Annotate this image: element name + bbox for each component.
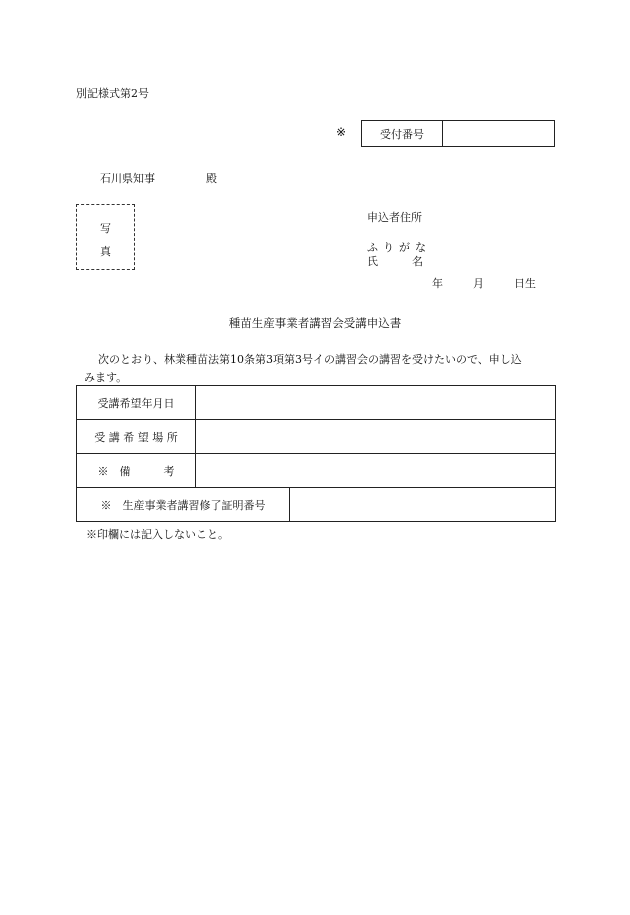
table-row [77,454,556,488]
remarks-field[interactable] [196,454,556,488]
footnote: ※印欄には記入しないこと。 [86,528,229,541]
row-label: 受 講 希 望 場 所 [77,420,196,454]
certificate-row [77,488,556,522]
certificate-label: ※ 生産事業者講習修了証明番号 [77,488,290,521]
addressee-name: 石川県知事 [100,172,155,185]
row-label: 受講希望年月日 [77,386,196,420]
applicant-address-label: 申込者住所 [367,211,422,224]
name-label-1: 氏 [367,255,378,268]
photo-box [76,204,135,270]
dob-month: 月 [473,277,484,290]
desired-date-field[interactable] [196,386,556,420]
body-text-line-2: みます。 [84,371,128,384]
certificate-number-field[interactable] [290,488,556,521]
application-table [76,385,556,522]
name-label-2: 名 [412,255,423,268]
dob-day: 日生 [514,277,536,290]
photo-label-2: 真 [100,245,111,258]
addressee-honorific: 殿 [206,172,217,185]
dob-year: 年 [432,277,443,290]
receipt-mark: ※ [336,125,347,139]
row-label: ※ 備 考 [77,454,196,488]
table-row [77,420,556,454]
desired-place-field[interactable] [196,420,556,454]
receipt-box [361,120,555,147]
document-title: 種苗生産事業者講習会受講申込書 [228,316,402,330]
form-number: 別記様式第2号 [76,87,149,100]
date-of-birth [432,275,536,291]
receipt-number-field[interactable] [443,121,554,146]
receipt-label: 受付番号 [362,121,443,146]
furigana-label: ふりがな [367,241,431,254]
table-row [77,386,556,420]
certificate-subtable [77,488,555,521]
table-row [77,488,556,522]
photo-label-1: 写 [100,222,111,235]
body-text-line-1: 次のとおり、林業種苗法第10条第3項第3号イの講習会の講習を受けたいので、申し込 [98,353,522,366]
